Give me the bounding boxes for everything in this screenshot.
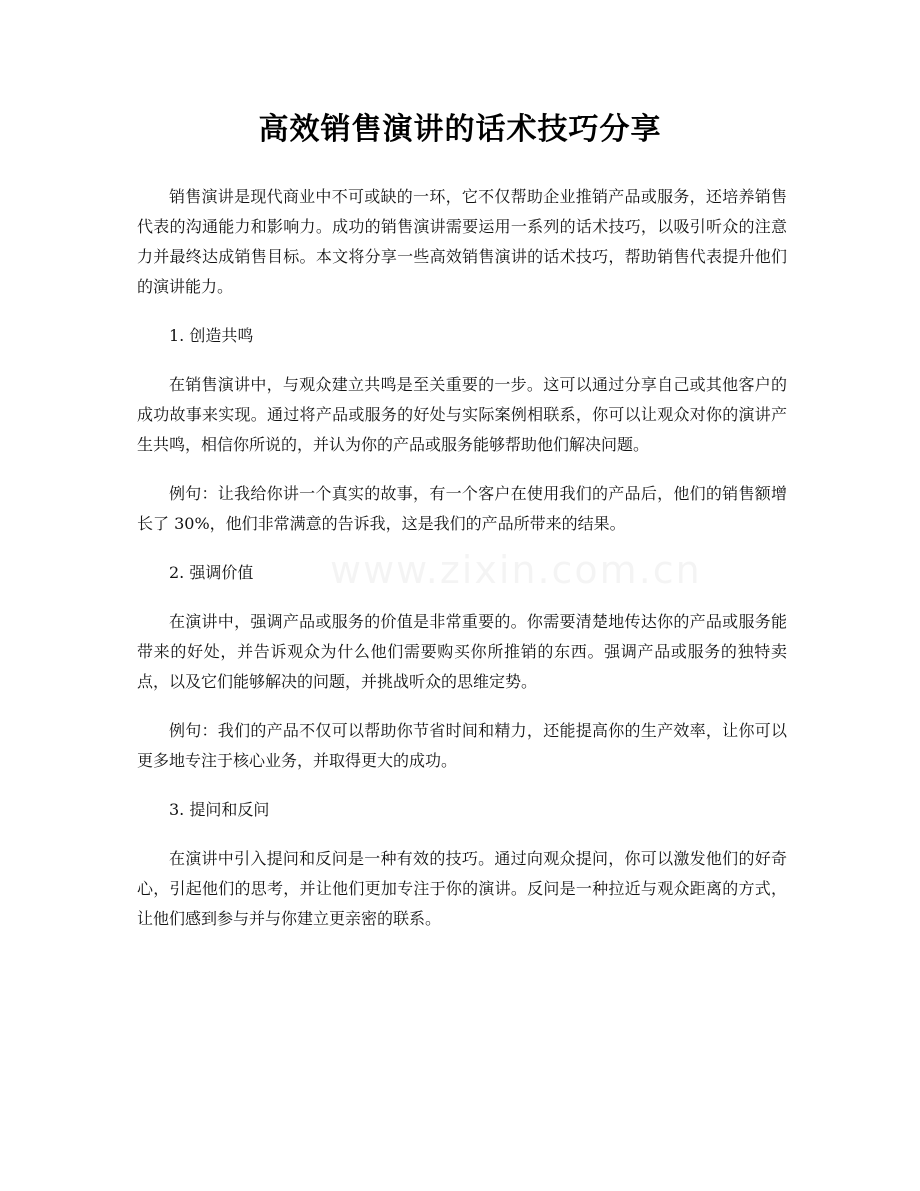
section-body-1: 在销售演讲中，与观众建立共鸣是至关重要的一步。这可以通过分享自己或其他客户的成功故事来实现。通过将产品或服务的好处与实际案例相联系，你可以让观众对你的演讲产生共鸣，相信你所说的，并认为你的产品或服务能够帮助他们解决问题。: [137, 375, 787, 454]
section-heading-1: 1. 创造共鸣: [169, 326, 254, 345]
section-body-2: 在演讲中，强调产品或服务的价值是非常重要的。你需要清楚地传达你的产品或服务能带来的好处，并告诉观众为什么他们需要购买你所推销的东西。强调产品或服务的独特卖点，以及它们能够解决的问题，并挑战听众的思维定势。: [137, 612, 787, 691]
section-example-1: 例句：让我给你讲一个真实的故事，有一个客户在使用我们的产品后，他们的销售额增长了 30%，他们非常满意的告诉我，这是我们的产品所带来的结果。: [137, 484, 787, 533]
document-title: 高效销售演讲的话术技巧分享: [258, 112, 662, 147]
section-example-2: 例句：我们的产品不仅可以帮助你节省时间和精力，还能提高你的生产效率，让你可以更多地专注于核心业务，并取得更大的成功。: [137, 721, 787, 770]
document-body: [137, 182, 787, 953]
section-heading-3: 3. 提问和反问: [169, 800, 270, 819]
intro-paragraph: 销售演讲是现代商业中不可或缺的一环，它不仅帮助企业推销产品或服务，还培养销售代表的沟通能力和影响力。成功的销售演讲需要运用一系列的话术技巧，以吸引听众的注意力并最终达成销售目标。本文将分享一些高效销售演讲的话术技巧，帮助销售代表提升他们的演讲能力。: [137, 187, 787, 296]
section-heading-2: 2. 强调价值: [169, 563, 254, 582]
section-body-3: 在演讲中引入提问和反问是一种有效的技巧。通过向观众提问，你可以激发他们的好奇心，引起他们的思考，并让他们更加专注于你的演讲。反问是一种拉近与观众距离的方式，让他们感到参与并与你建立更亲密的联系。: [137, 849, 787, 928]
